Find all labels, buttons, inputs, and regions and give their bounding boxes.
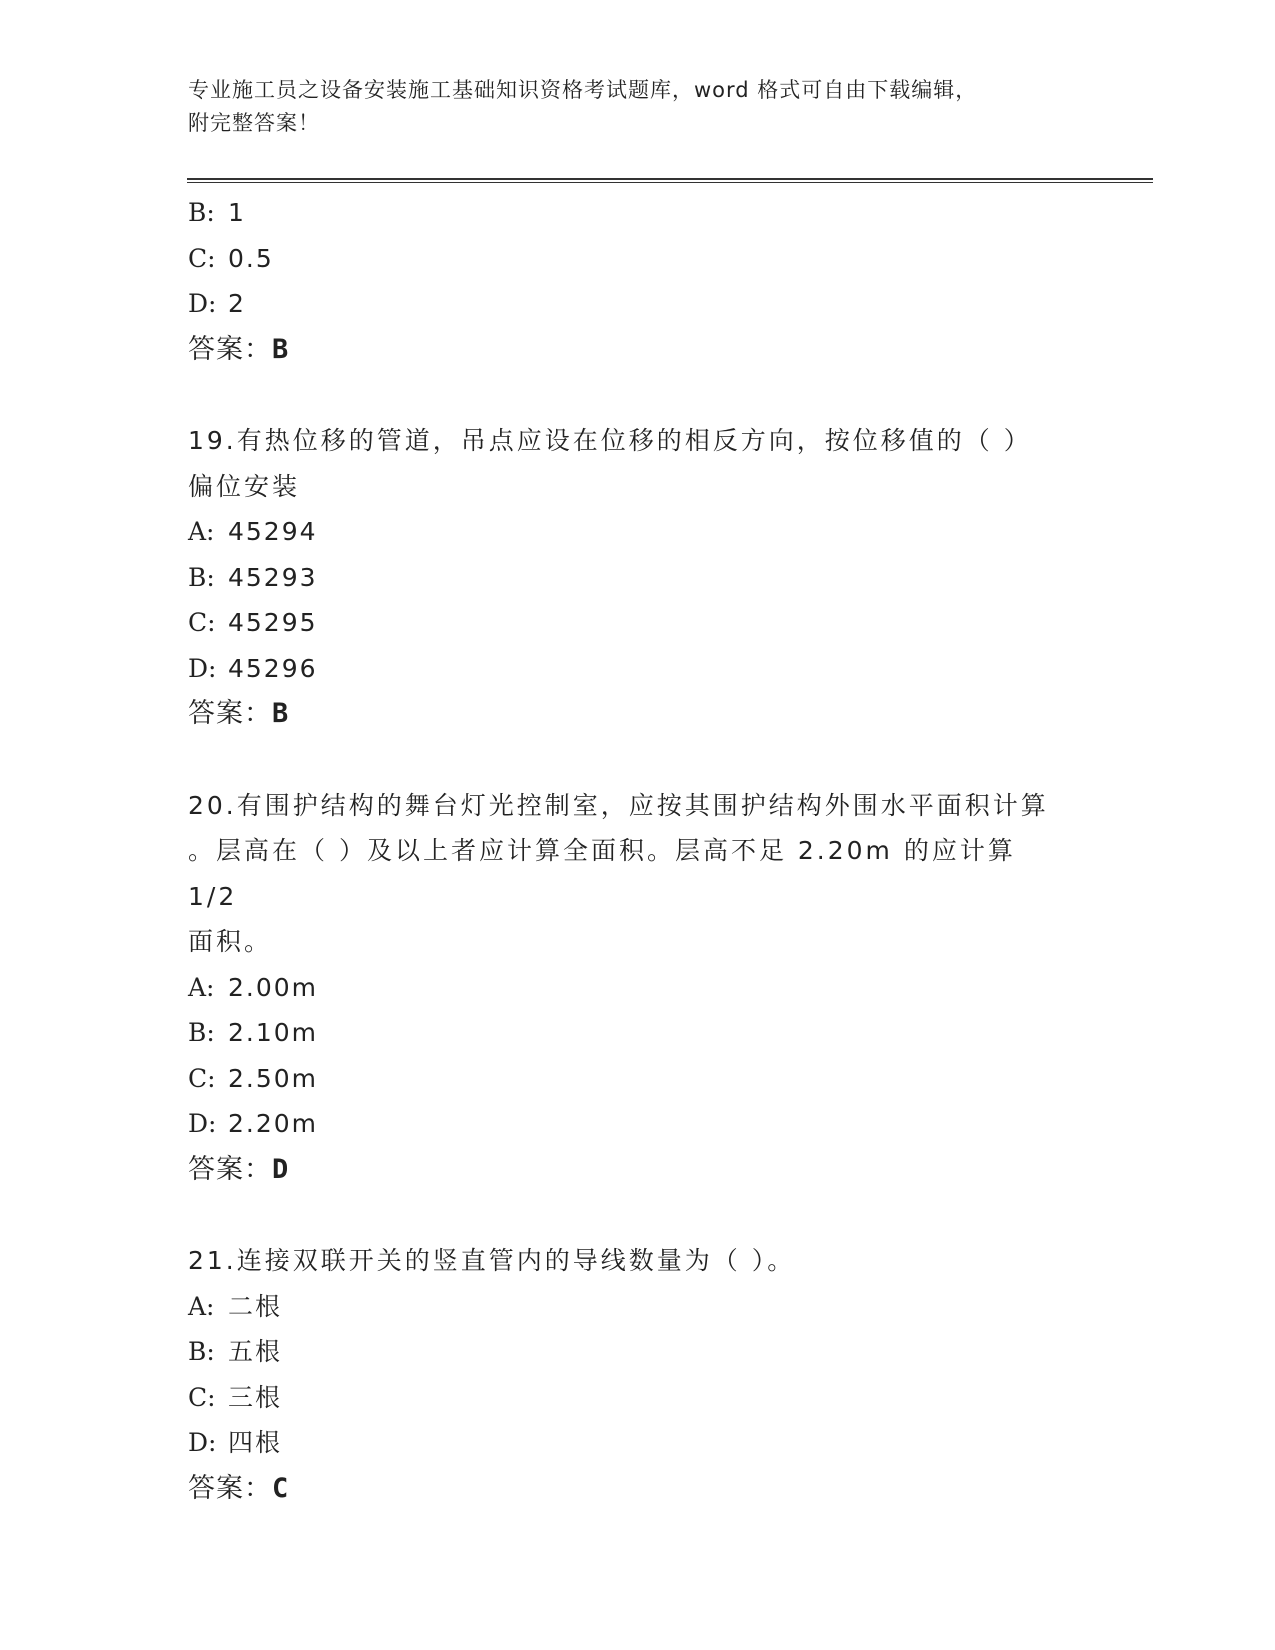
- option-label: B:: [188, 1018, 215, 1047]
- question-list: [188, 190, 1088, 1511]
- header-title-line-1: 专业施工员之设备安装施工基础知识资格考试题库，word 格式可自由下载编辑，: [188, 78, 978, 102]
- option-b: [188, 190, 1088, 236]
- answer-letter: B: [272, 698, 290, 729]
- option-b: [188, 555, 1088, 601]
- option-d: [188, 281, 1088, 327]
- answer-prefix: 答案：: [188, 1472, 272, 1504]
- option-text: 四根: [228, 1428, 283, 1457]
- question-21: [188, 1238, 1088, 1511]
- question-text-line: 21.连接双联开关的竖直管内的导线数量为（ ）。: [188, 1246, 796, 1275]
- option-label: C:: [188, 1382, 216, 1412]
- question-19: [188, 418, 1088, 737]
- option-c: [188, 1375, 1088, 1421]
- option-text: 2.10m: [228, 1018, 319, 1047]
- option-c: [188, 236, 1088, 282]
- option-text: 2.00m: [228, 972, 319, 1002]
- question-text: [188, 418, 1068, 509]
- option-label: D:: [188, 1109, 217, 1138]
- option-text: 五根: [228, 1337, 283, 1366]
- answer-letter: D: [272, 1153, 290, 1185]
- option-text: 45294: [228, 517, 318, 546]
- header-title-line-2: 附完整答案！: [188, 111, 320, 135]
- answer-prefix: 答案：: [188, 333, 272, 365]
- option-label: A:: [188, 1291, 215, 1321]
- option-text: 2.50m: [228, 1063, 319, 1093]
- question-text-line: 偏位安装: [188, 471, 301, 501]
- question-20: [188, 783, 1088, 1193]
- question-text-line: 20.有围护结构的舞台灯光控制室，应按其围护结构外围水平面积计算: [188, 790, 1049, 820]
- option-label: C:: [188, 1063, 216, 1093]
- option-a: [188, 1284, 1088, 1330]
- option-d: [188, 1101, 1088, 1147]
- option-label: B:: [188, 562, 215, 592]
- answer-prefix: 答案：: [188, 1153, 272, 1185]
- option-label: B:: [188, 1337, 215, 1366]
- option-d: [188, 646, 1088, 692]
- answer-letter: C: [272, 1472, 290, 1504]
- option-text: 1: [228, 198, 246, 227]
- question-text-line: 面积。: [188, 927, 273, 956]
- option-text: 2: [228, 289, 246, 318]
- option-a: [188, 965, 1088, 1011]
- question-text-line: 19.有热位移的管道，吊点应设在位移的相反方向，按位移值的（ ）: [188, 426, 1032, 455]
- question-text-line: 。层高在（ ）及以上者应计算全面积。层高不足 2.20m 的应计算 1/2: [188, 836, 1016, 911]
- answer-prefix: 答案：: [188, 698, 272, 729]
- question-18-continuation: [188, 190, 1088, 372]
- option-c: [188, 1056, 1088, 1102]
- question-text: [188, 1238, 1068, 1284]
- option-d: [188, 1420, 1088, 1466]
- option-text: 三根: [228, 1382, 283, 1412]
- option-label: B:: [188, 198, 215, 227]
- answer-line: [188, 1147, 1088, 1193]
- option-text: 二根: [228, 1291, 283, 1321]
- option-text: 45293: [228, 562, 318, 592]
- option-b: [188, 1329, 1088, 1375]
- option-label: D:: [188, 289, 217, 318]
- option-text: 45296: [228, 653, 318, 683]
- document-header: [188, 74, 1088, 140]
- option-c: [188, 600, 1088, 646]
- option-b: [188, 1010, 1088, 1056]
- option-label: C:: [188, 243, 216, 273]
- option-label: C:: [188, 608, 216, 637]
- option-label: A:: [188, 517, 215, 546]
- option-text: 2.20m: [228, 1109, 319, 1138]
- option-text: 0.5: [228, 243, 274, 273]
- option-a: [188, 509, 1088, 555]
- answer-line: [188, 327, 1088, 373]
- answer-line: [188, 1466, 1088, 1512]
- option-label: D:: [188, 1428, 217, 1457]
- question-text: [188, 783, 1068, 965]
- option-label: A:: [188, 972, 215, 1002]
- option-text: 45295: [228, 608, 318, 637]
- answer-line: [188, 691, 1088, 737]
- answer-letter: B: [272, 333, 290, 365]
- header-divider: [187, 178, 1153, 183]
- option-label: D:: [188, 653, 217, 683]
